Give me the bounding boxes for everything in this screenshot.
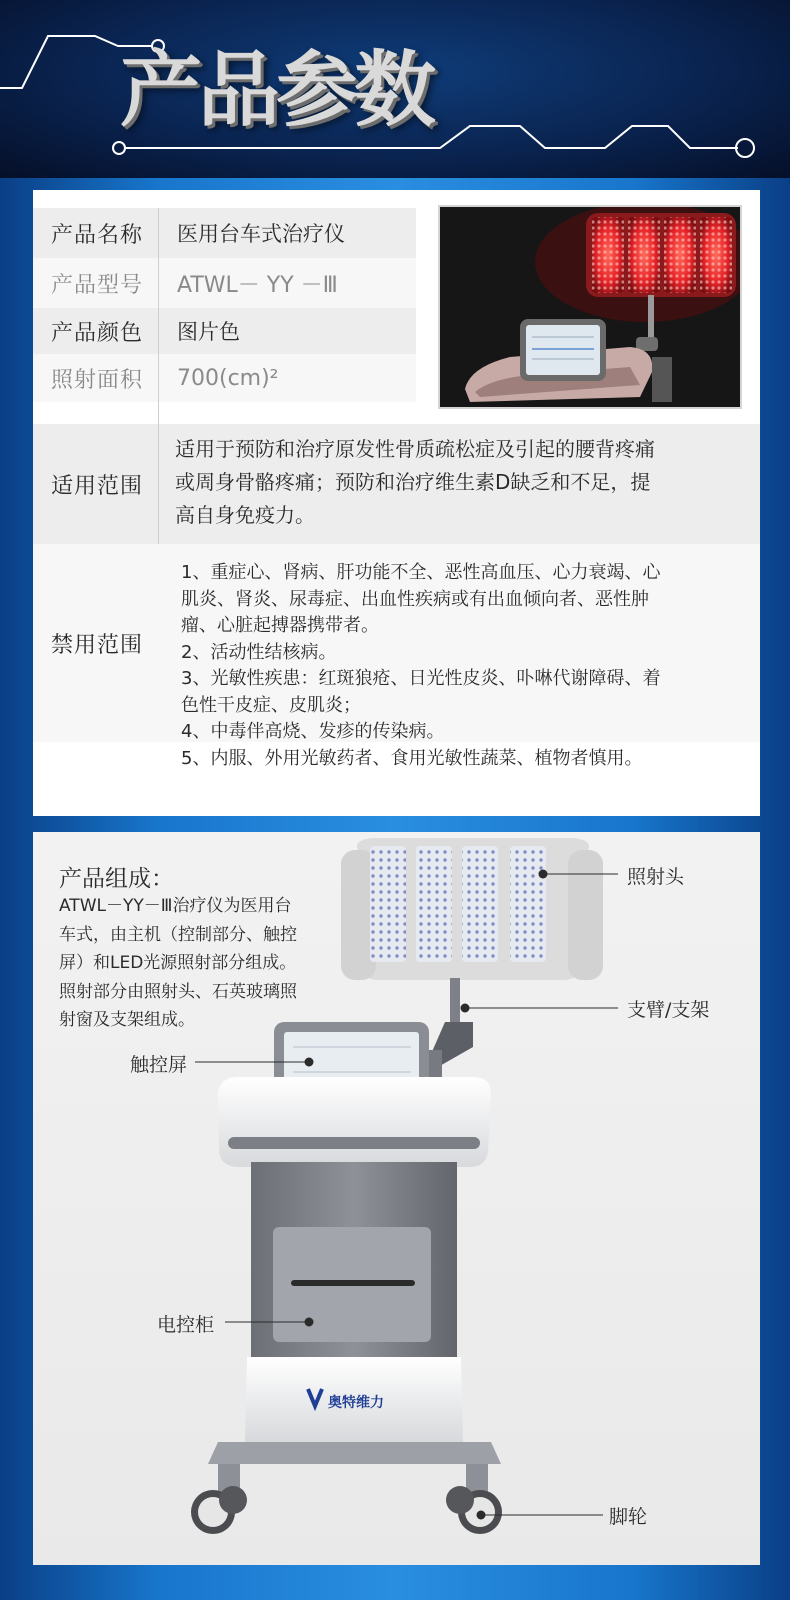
parameters-panel: [33, 190, 760, 816]
desc-line: 照射部分由照射头、石英玻璃照: [59, 981, 297, 1002]
desc-line: 射窗及支架组成。: [59, 1010, 195, 1030]
contra-line: 色性干皮症、皮肌炎；: [181, 694, 361, 716]
param-row-name: [33, 208, 416, 258]
composition-description: [59, 892, 334, 1035]
param-row-scope: [33, 424, 760, 544]
composition-panel: [33, 832, 760, 1565]
contra-line: 5、内服、外用光敏药者、食用光敏性蔬菜、植物者慎用。: [181, 747, 643, 769]
param-label-name: 产品名称: [50, 222, 143, 248]
scope-text: [175, 433, 738, 532]
desc-line: 屏）和LED光源照射部分组成。: [59, 953, 297, 973]
param-label-scope: 适用范围: [50, 473, 143, 499]
caster-wheels: [191, 1486, 502, 1534]
param-value-area: 700(cm)²: [177, 365, 279, 391]
param-label-contraindications: 禁用范围: [50, 632, 143, 658]
callout-irradiation-head: 照射头: [627, 866, 685, 888]
callout-caster-wheel: 脚轮: [609, 1506, 648, 1528]
param-row-color: [33, 308, 416, 354]
desc-line: 车式，由主机（控制部分、触控: [59, 924, 297, 945]
contra-line: 肌炎、肾炎、尿毒症、出血性疾病或有出血倾向者、恶性肿: [181, 588, 649, 610]
callout-support-arm: 支臂/支架: [627, 999, 710, 1021]
scope-line: 或周身骨骼疼痛；预防和治疗维生素D缺乏和不足，提: [175, 470, 651, 494]
contraindications-text: [181, 560, 742, 772]
contra-line: 2、活动性结核病。: [181, 641, 337, 663]
brand-logo: 奥特维力: [328, 1395, 384, 1411]
page-title: 产品参数: [120, 43, 433, 138]
composition-title: 产品组成：: [59, 866, 174, 892]
param-value-name: 医用台车式治疗仪: [177, 222, 345, 246]
table-divider: [158, 424, 159, 544]
param-value-color: 图片色: [177, 320, 240, 344]
param-label-area: 照射面积: [50, 367, 143, 393]
desc-line: ATWL－YY－Ⅲ治疗仪为医用台: [59, 896, 292, 916]
header-banner: [0, 0, 790, 178]
contra-line: 4、中毒伴高烧、发疹的传染病。: [181, 721, 445, 742]
contra-line: 3、光敏性疾患：红斑狼疮、日光性皮炎、卟啉代谢障碍、着: [181, 668, 661, 689]
contra-line: 瘤、心脏起搏器携带者。: [181, 615, 379, 636]
support-arm: [428, 978, 473, 1086]
param-label-color: 产品颜色: [50, 320, 143, 346]
param-row-model: [33, 258, 416, 308]
contra-line: 1、重症心、肾病、肝功能不全、恶性高血压、心力衰竭、心: [181, 562, 661, 583]
param-value-model: ATWL－ YY －Ⅲ: [177, 272, 338, 298]
scope-line: 高自身免疫力。: [175, 503, 315, 527]
param-row-area: [33, 354, 416, 402]
callout-touch-screen: 触控屏: [130, 1054, 188, 1076]
device-illustration: [440, 207, 740, 407]
callout-control-cabinet: 电控柜: [157, 1314, 215, 1336]
irradiation-head: [341, 838, 603, 980]
param-label-model: 产品型号: [50, 272, 143, 298]
product-photo: [438, 205, 742, 409]
scope-line: 适用于预防和治疗原发性骨质疏松症及引起的腰背疼痛: [175, 437, 655, 461]
